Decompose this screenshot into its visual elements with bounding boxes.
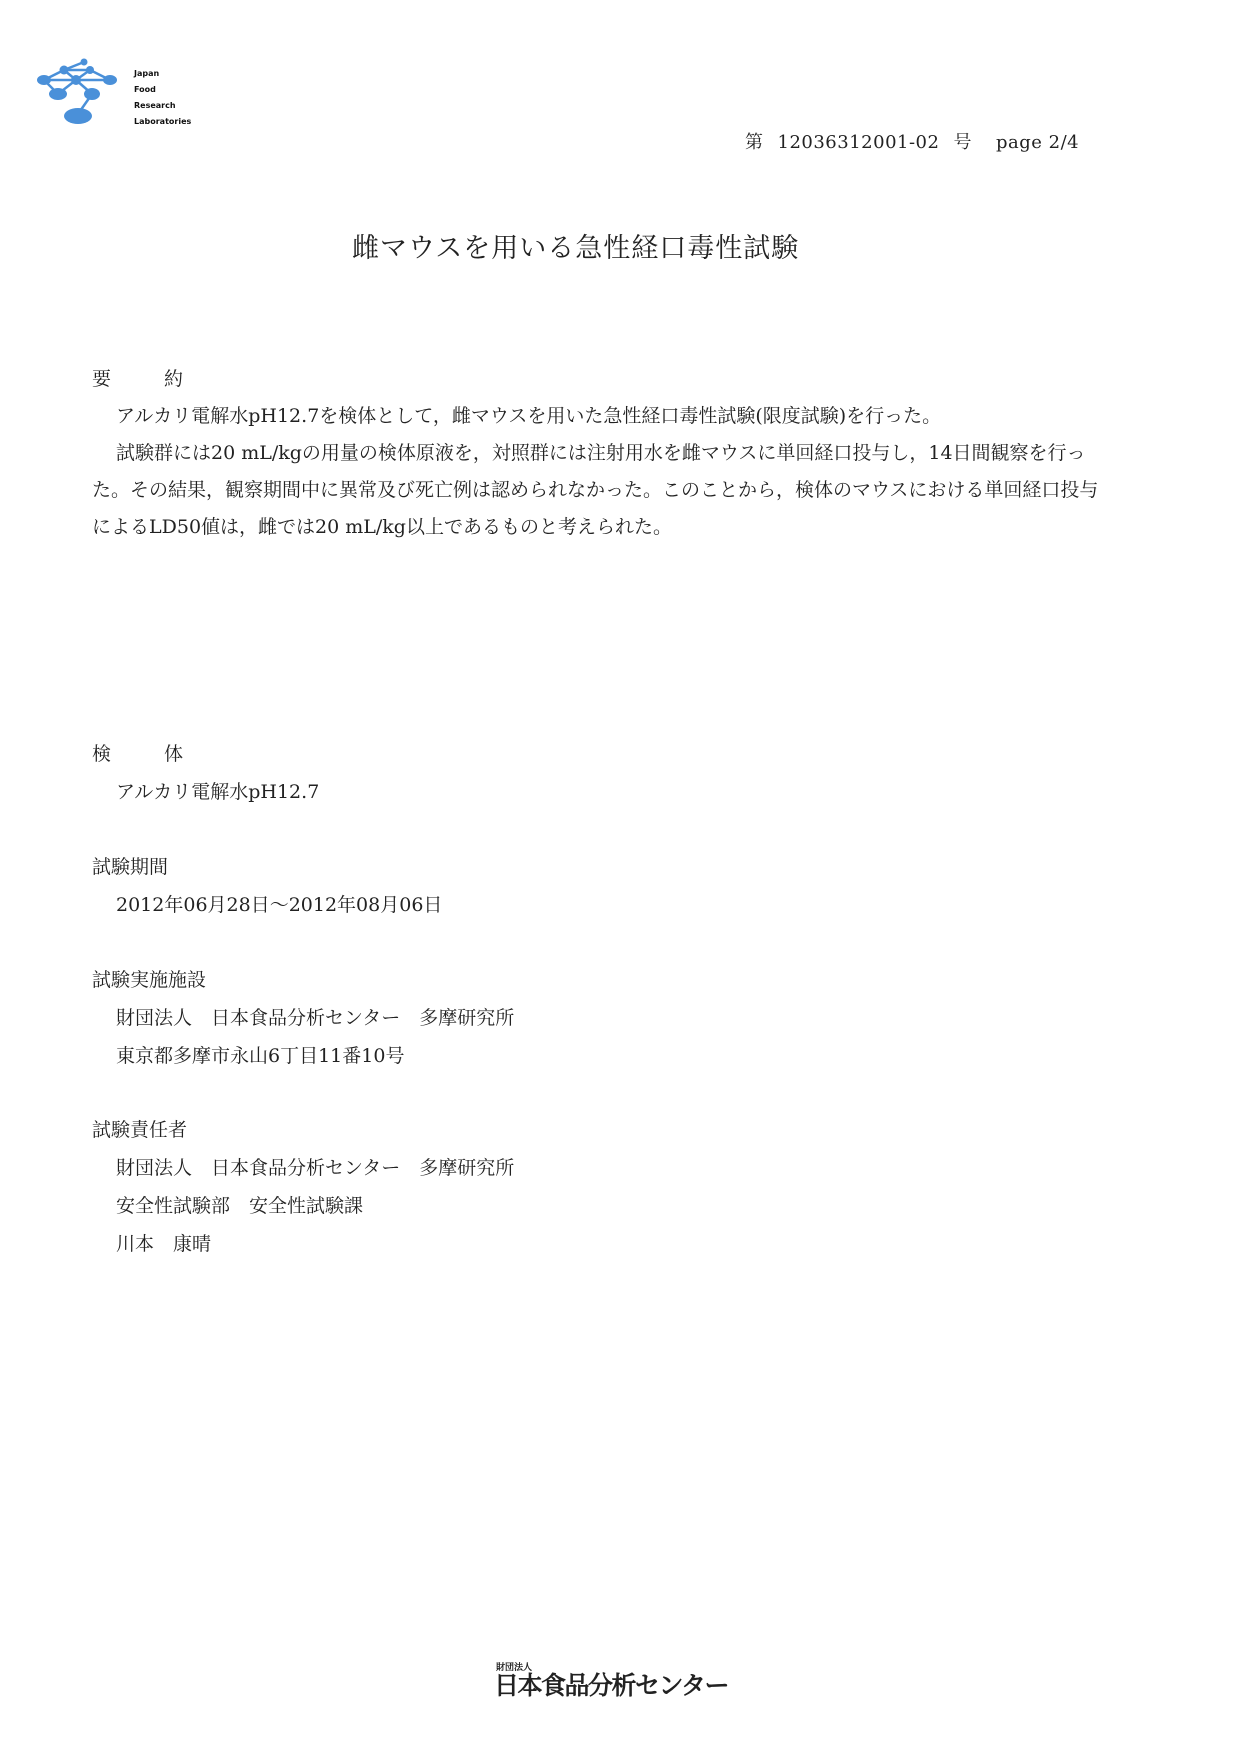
- director-department: 安全性試験部 安全性試験課: [116, 1195, 364, 1217]
- document-number: [745, 128, 1079, 154]
- period-section: [92, 848, 442, 924]
- period-heading: 試験期間: [92, 856, 169, 878]
- jfrl-logo: [34, 56, 204, 140]
- page-indicator: page 2/4: [995, 132, 1080, 153]
- doc-number-prefix: 第: [745, 132, 764, 153]
- facility-section: [92, 961, 514, 1075]
- molecule-network-icon: [34, 56, 134, 140]
- sample-heading: [92, 735, 319, 773]
- heading-char: 約: [164, 368, 184, 390]
- heading-char: 要: [92, 368, 112, 390]
- doc-number-suffix: 号: [953, 132, 972, 153]
- summary-paragraph-2: 試験群には20 mL/kgの用量の検体原液を，対照群には注射用水を雌マウスに単回経口投与し，14日間観察を行った。その結果，観察期間中に異常及び死亡例は認められなかった。このことから，検体のマウスにおける単回経口投与によるLD50値は，雌では20 mL/kg以上であるものと考えられた。: [92, 442, 1099, 538]
- logo-line: Food: [134, 85, 156, 94]
- director-organization: 財団法人 日本食品分析センター 多摩研究所: [116, 1157, 515, 1179]
- period-value: 2012年06月28日～2012年08月06日: [116, 894, 443, 916]
- doc-number-value: 12036312001-02: [777, 132, 940, 153]
- footer-brand-text: 日本食品分析センター: [494, 1671, 729, 1700]
- document-title: 雌マウスを用いる急性経口毒性試験: [352, 233, 800, 264]
- heading-char: 検: [92, 743, 112, 765]
- director-heading: 試験責任者: [92, 1119, 188, 1141]
- facility-name: 財団法人 日本食品分析センター 多摩研究所: [116, 1007, 515, 1029]
- facility-heading: 試験実施施設: [92, 969, 207, 991]
- summary-section: [92, 360, 1112, 546]
- sample-section: [92, 735, 319, 811]
- summary-paragraph-1: アルカリ電解水pH12.7を検体として，雌マウスを用いた急性経口毒性試験(限度試験)を行った。: [116, 405, 942, 427]
- logo-line: Japan: [134, 69, 160, 78]
- footer-small-text: 財団法人: [496, 1663, 533, 1673]
- logo-text: [134, 66, 191, 130]
- director-section: [92, 1111, 514, 1263]
- logo-line: Research: [134, 101, 176, 110]
- heading-char: 体: [164, 743, 184, 765]
- director-name: 川本 康晴: [116, 1233, 212, 1255]
- summary-heading: [92, 360, 1112, 398]
- sample-value: アルカリ電解水pH12.7: [116, 781, 320, 803]
- logo-line: Laboratories: [134, 117, 192, 126]
- facility-address: 東京都多摩市永山6丁目11番10号: [116, 1045, 405, 1067]
- footer-brand-logo: [494, 1660, 734, 1700]
